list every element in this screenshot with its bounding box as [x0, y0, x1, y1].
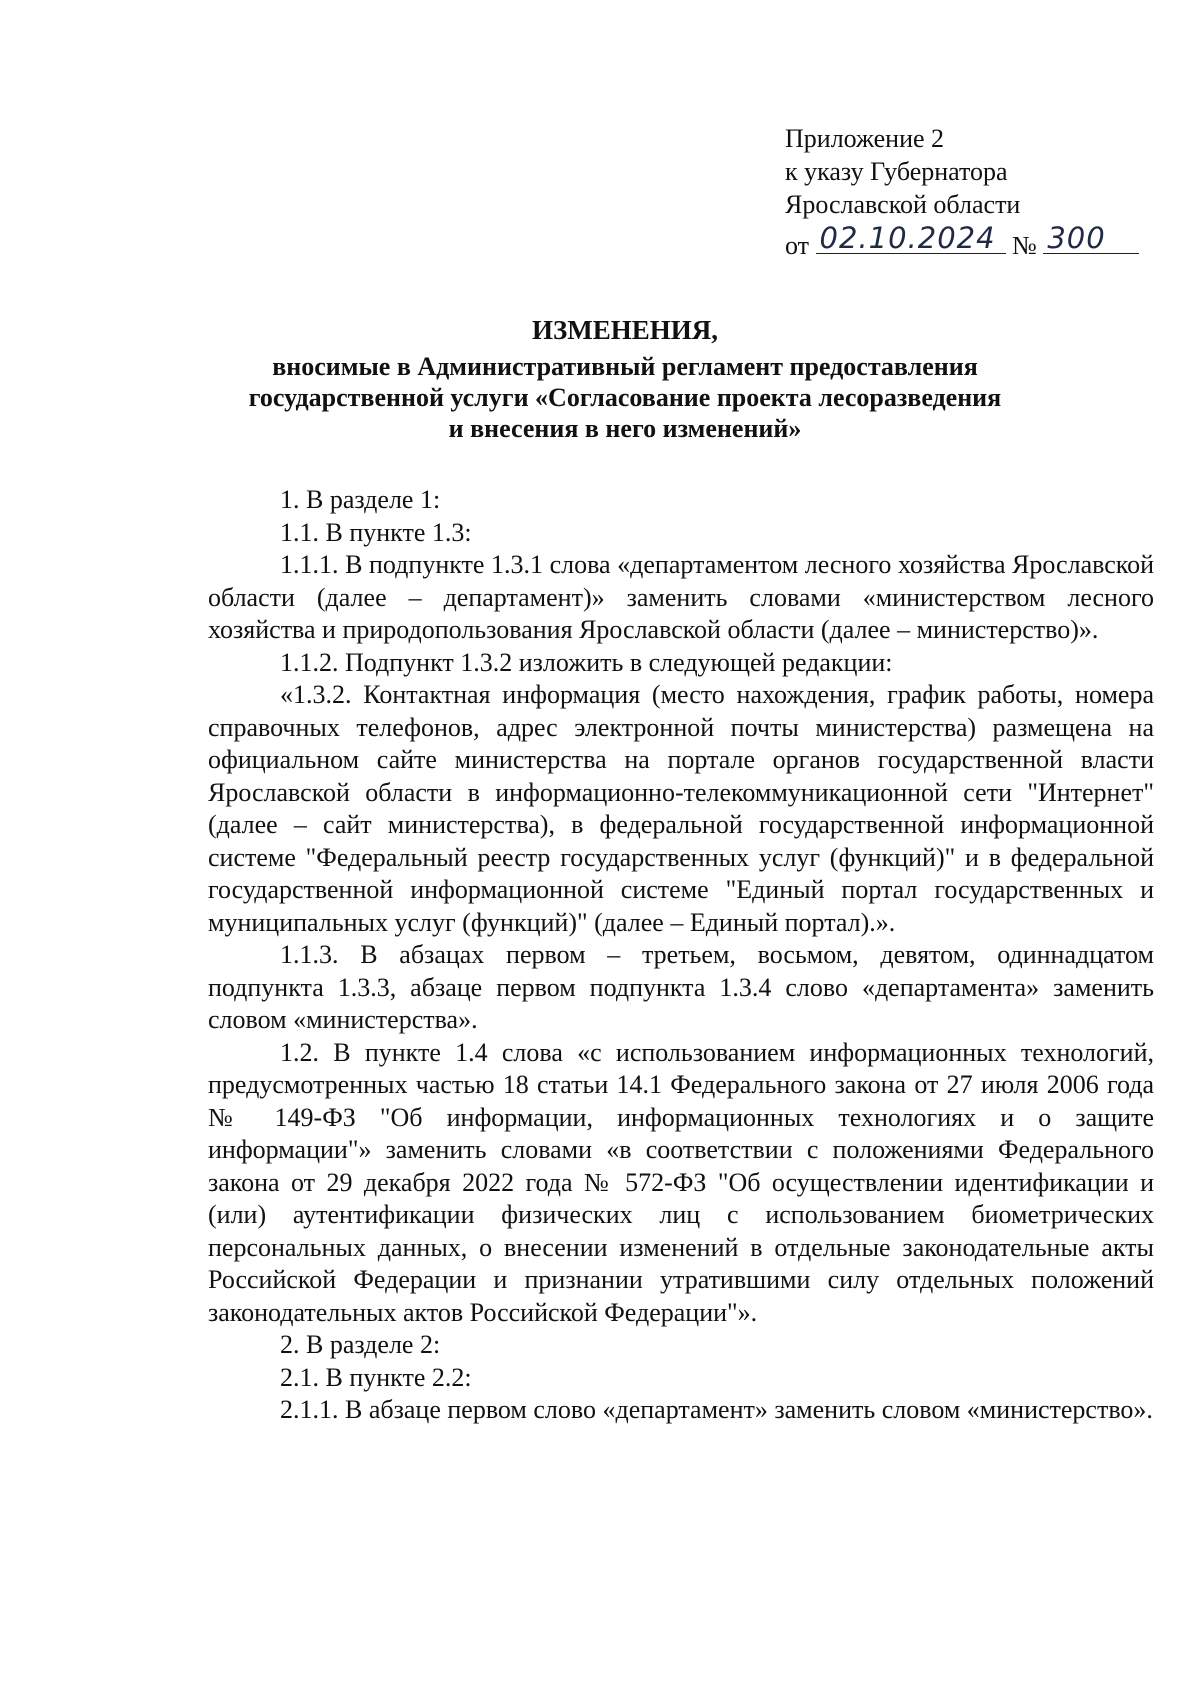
number-field [1043, 221, 1139, 254]
paragraph: 1.1.3. В абзацах первом – третьем, восьмом, девятом, одиннадцатом подпункта 1.3.3, абзаце первом подпункта 1.3.4 слово «департамента» заменить словом «министерства». [208, 940, 1154, 1034]
date-prefix: от [785, 231, 810, 260]
paragraph: 1.1.2. Подпункт 1.3.2 изложить в следующей редакции: [280, 647, 893, 677]
handwritten-number: 300 [1047, 221, 1106, 255]
paragraph: 1.1. В пункте 1.3: [280, 517, 472, 547]
date-field [816, 221, 1006, 254]
document-title [200, 315, 1050, 444]
paragraph: 1. В разделе 1: [280, 485, 441, 514]
paragraph: 2. В разделе 2: [280, 1330, 441, 1359]
title-line-3: и внесения в него изменений» [448, 414, 802, 443]
paragraph: 1.2. В пункте 1.4 слова «с использованием информационных технологий, предусмотренных частью 18 статьи 14.1 Федерального закона от 27 июля 2006 года № 149-ФЗ "Об информации, информационных технологиях и о защите информации"» заменить словами «в соответствии с положениями Федерального закона от 29 декабря 2022 года № 572-ФЗ "Об осуществлении идентификации и (или) аутентификации физических лиц с использованием биометрических персональных данных, о внесении изменений в отдельные законодательные акты Российской Федерации и признании утратившими силу отдельных положений законодательных актов Российской Федерации"». [208, 1037, 1154, 1327]
approval-line-decree: к указу Губернатора [785, 157, 1008, 186]
paragraph: 2.1.1. В абзаце первом слово «департамент» заменить словом «министерство». [280, 1395, 1153, 1424]
document-body [208, 484, 1154, 1427]
approval-date-line [785, 221, 1145, 262]
paragraph: «1.3.2. Контактная информация (место нахождения, график работы, номера справочных телефонов, адрес электронной почты министерства) размещена на официальном сайте министерства на портале органов государственной власти Ярославской области в информационно-телекоммуникационной сети "Интернет" (далее – сайт министерства), в федеральной государственной информационной системе "Федеральный реестр государственных услуг (функций)" и в федеральной государственной информационной системе "Единый портал государственных и муниципальных услуг (функций)" (далее – Единый портал).». [208, 680, 1154, 937]
number-prefix: № [1012, 231, 1037, 260]
approval-block [785, 122, 1145, 262]
approval-line-appendix: Приложение 2 [785, 124, 945, 153]
paragraph: 1.1.1. В подпункте 1.3.1 слова «департаментом лесного хозяйства Ярославской области (далее – департамент)» заменить словами «министерством лесного хозяйства и природопользования Ярославской области (далее – министерство)». [208, 550, 1154, 644]
title-line-2: государственной услуги «Согласование проекта лесоразведения [248, 383, 1002, 412]
title-main: ИЗМЕНЕНИЯ, [531, 315, 718, 345]
handwritten-date: 02.10.2024 [819, 221, 996, 255]
approval-line-region: Ярославской области [785, 190, 1021, 219]
title-line-1: вносимые в Административный регламент предоставления [272, 352, 978, 381]
paragraph: 2.1. В пункте 2.2: [280, 1362, 472, 1392]
